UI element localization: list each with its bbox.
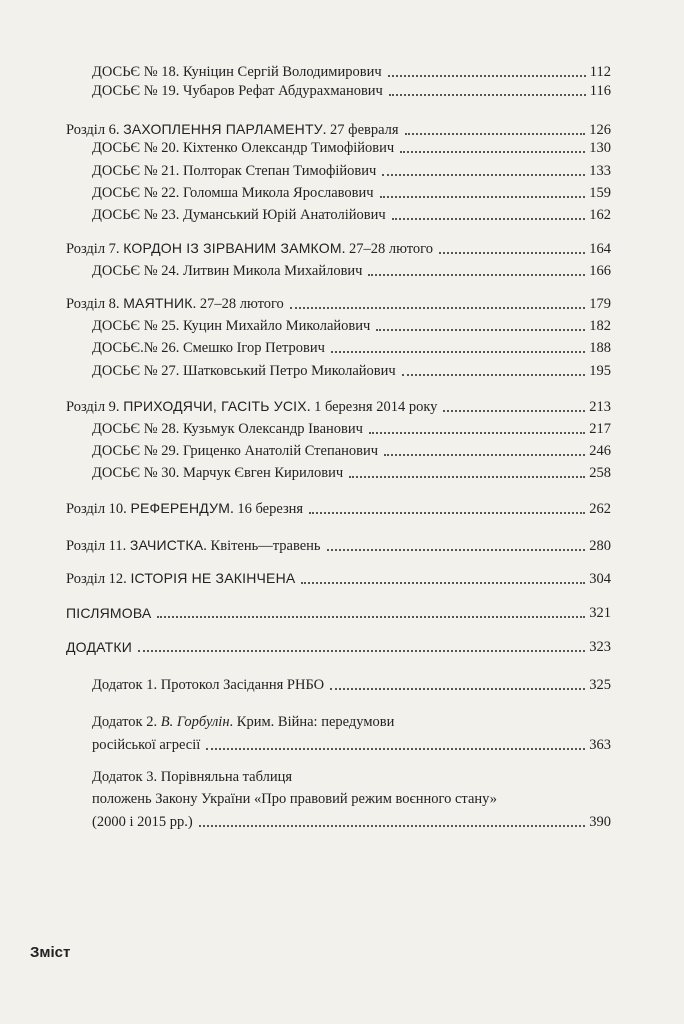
toc-page-number: 164 <box>589 241 611 257</box>
toc-entry-label: ДОСЬЄ № 30. Марчук Євген Кирилович <box>92 465 344 481</box>
toc-entry-dossier-27[interactable] <box>92 361 611 381</box>
leader-dots <box>382 174 585 176</box>
toc-entry-label: ДОСЬЄ № 22. Голомша Микола Ярославович <box>92 185 374 201</box>
appendix-title-line1: Додаток 3. Порівняльна таблиця <box>92 769 293 785</box>
toc-entry-appendices[interactable] <box>66 637 611 657</box>
toc-entry-label: ДОСЬЄ № 19. Чубаров Рефат Абдурахманович <box>92 83 383 99</box>
toc-entry-label: російської агресії <box>92 737 201 753</box>
toc-entry-dossier-30[interactable] <box>92 463 611 483</box>
leader-dots <box>439 252 585 254</box>
chapter-prefix: Розділ 8. <box>66 296 124 312</box>
page-footer-title: Зміст <box>30 944 71 961</box>
leader-dots <box>330 688 585 690</box>
chapter-title: МАЯТНИК <box>123 295 193 311</box>
toc-entry-label: ДОСЬЄ № 28. Кузьмук Олександр Іванович <box>92 421 363 437</box>
toc-entry-chapter-7[interactable] <box>66 238 611 259</box>
leader-dots <box>405 133 586 135</box>
chapter-date: . Квітень—травень <box>203 538 321 554</box>
chapter-date: . 27–28 лютого <box>341 241 433 257</box>
chapter-prefix: Розділ 12. <box>66 571 131 587</box>
toc-entry-label: ДОСЬЄ № 29. Гриценко Анатолій Степанович <box>92 443 379 459</box>
toc-entry-chapter-10[interactable] <box>66 498 611 519</box>
chapter-title: ДОДАТКИ <box>66 639 132 655</box>
leader-dots <box>388 75 586 77</box>
toc-page-number: 213 <box>589 399 611 415</box>
toc-entry-dossier-26[interactable] <box>92 338 611 358</box>
toc-entry-dossier-29[interactable] <box>92 441 611 461</box>
leader-dots <box>389 94 586 96</box>
chapter-prefix: Розділ 6. <box>66 122 124 138</box>
toc-entry-dossier-28[interactable] <box>92 419 611 439</box>
toc-page-number: 258 <box>589 465 611 481</box>
toc-page-number: 112 <box>589 64 611 80</box>
leader-dots <box>376 329 585 331</box>
chapter-title: ПРИХОДЯЧИ, ГАСІТЬ УСІХ <box>123 398 307 414</box>
toc-entry-afterword[interactable] <box>66 603 611 623</box>
chapter-title: ЗАХОПЛЕННЯ ПАРЛАМЕНТУ <box>123 121 323 137</box>
leader-dots <box>400 151 585 153</box>
toc-page-number: 246 <box>589 443 611 459</box>
leader-dots <box>368 274 585 276</box>
toc-entry-label: ДОСЬЄ № 18. Куніцин Сергій Володимирович <box>92 64 382 80</box>
toc-page-number: 195 <box>589 363 611 379</box>
appendix-prefix: Додаток 2. <box>92 714 161 730</box>
toc-page-number: 363 <box>589 737 611 753</box>
toc-page-number: 188 <box>589 340 611 356</box>
toc-entry-chapter-9[interactable] <box>66 396 611 417</box>
leader-dots <box>327 549 586 551</box>
toc-entry-label: ДОСЬЄ № 20. Кіхтенко Олександр Тимофійович <box>92 140 395 156</box>
chapter-prefix: Розділ 9. <box>66 399 124 415</box>
leader-dots <box>157 616 585 618</box>
toc-entry-dossier-24[interactable] <box>92 261 611 281</box>
toc-page-number: 126 <box>589 122 611 138</box>
toc-page-number: 280 <box>589 538 611 554</box>
leader-dots <box>384 454 585 456</box>
leader-dots <box>380 196 586 198</box>
appendix-author: В. Горбулін <box>160 714 230 730</box>
leader-dots <box>309 512 585 514</box>
leader-dots <box>290 307 585 309</box>
toc-page-number: 162 <box>589 207 611 223</box>
chapter-prefix: Розділ 11. <box>66 538 130 554</box>
toc-entry-label: ДОСЬЄ.№ 26. Смешко Ігор Петрович <box>92 340 325 356</box>
toc-entry-dossier-22[interactable] <box>92 183 611 203</box>
toc-entry-label: ДОСЬЄ № 27. Шатковський Петро Миколайович <box>92 363 396 379</box>
toc-entry-dossier-20[interactable] <box>92 138 611 158</box>
toc-entry-chapter-11[interactable] <box>66 535 611 556</box>
toc-page-number: 304 <box>589 571 611 587</box>
leader-dots <box>138 650 585 652</box>
toc-page-number: 321 <box>589 605 611 621</box>
toc-page-number: 325 <box>589 677 611 693</box>
chapter-title: ІСТОРІЯ НЕ ЗАКІНЧЕНА <box>130 570 296 586</box>
chapter-title: КОРДОН ІЗ ЗІРВАНИМ ЗАМКОМ <box>123 240 342 256</box>
leader-dots <box>443 410 585 412</box>
toc-entry-dossier-21[interactable] <box>92 161 611 181</box>
toc-entry-chapter-12[interactable] <box>66 568 611 589</box>
toc-page-number: 166 <box>589 263 611 279</box>
toc-entry-appendix-1[interactable] <box>92 675 611 695</box>
leader-dots <box>206 748 585 750</box>
toc-entry-dossier-19[interactable] <box>92 81 611 101</box>
toc-page-number: 323 <box>589 639 611 655</box>
chapter-date: . 16 березня <box>230 501 304 517</box>
leader-dots <box>301 582 585 584</box>
toc-entry-label: Додаток 1. Протокол Засідання РНБО <box>92 677 325 693</box>
toc-entry-chapter-8[interactable] <box>66 293 611 314</box>
chapter-date: . 1 березня 2014 року <box>306 399 438 415</box>
toc-entry-label: ДОСЬЄ № 24. Литвин Микола Михайлович <box>92 263 363 279</box>
toc-page-number: 390 <box>589 814 611 830</box>
toc-entry-dossier-23[interactable] <box>92 205 611 225</box>
leader-dots <box>199 825 586 827</box>
toc-page-number: 133 <box>589 163 611 179</box>
toc-page-number: 179 <box>589 296 611 312</box>
chapter-date: . 27 февраля <box>322 122 399 138</box>
toc-entry-chapter-6[interactable] <box>66 119 611 140</box>
chapter-date: . 27–28 лютого <box>192 296 284 312</box>
leader-dots <box>402 374 586 376</box>
leader-dots <box>349 476 585 478</box>
toc-entry-label: ДОСЬЄ № 25. Куцин Михайло Миколайович <box>92 318 371 334</box>
appendix-title-line1: . Крим. Війна: передумови <box>229 714 395 730</box>
appendix-title-line2: положень Закону України «Про правовий режим воєнного стану» <box>92 791 497 807</box>
chapter-title: ЗАЧИСТКА <box>129 537 204 553</box>
toc-page-number: 217 <box>589 421 611 437</box>
toc-entry-dossier-25[interactable] <box>92 316 611 336</box>
chapter-prefix: Розділ 7. <box>66 241 124 257</box>
toc-page-number: 182 <box>589 318 611 334</box>
chapter-title: ПІСЛЯМОВА <box>66 605 152 621</box>
toc-entry-label: ДОСЬЄ № 23. Думанський Юрій Анатолійович <box>92 207 386 223</box>
toc-entry-label: (2000 і 2015 рр.) <box>92 814 193 830</box>
toc-page-number: 130 <box>589 140 611 156</box>
leader-dots <box>392 218 586 220</box>
toc-page-number: 116 <box>589 83 611 99</box>
chapter-prefix: Розділ 10. <box>66 501 131 517</box>
leader-dots <box>331 351 585 353</box>
leader-dots <box>369 432 585 434</box>
chapter-title: РЕФЕРЕНДУМ <box>130 500 231 516</box>
toc-page-number: 262 <box>589 501 611 517</box>
toc-entry-dossier-18[interactable] <box>92 62 611 82</box>
toc-entry-label: ДОСЬЄ № 21. Полторак Степан Тимофійович <box>92 163 377 179</box>
toc-page-number: 159 <box>589 185 611 201</box>
